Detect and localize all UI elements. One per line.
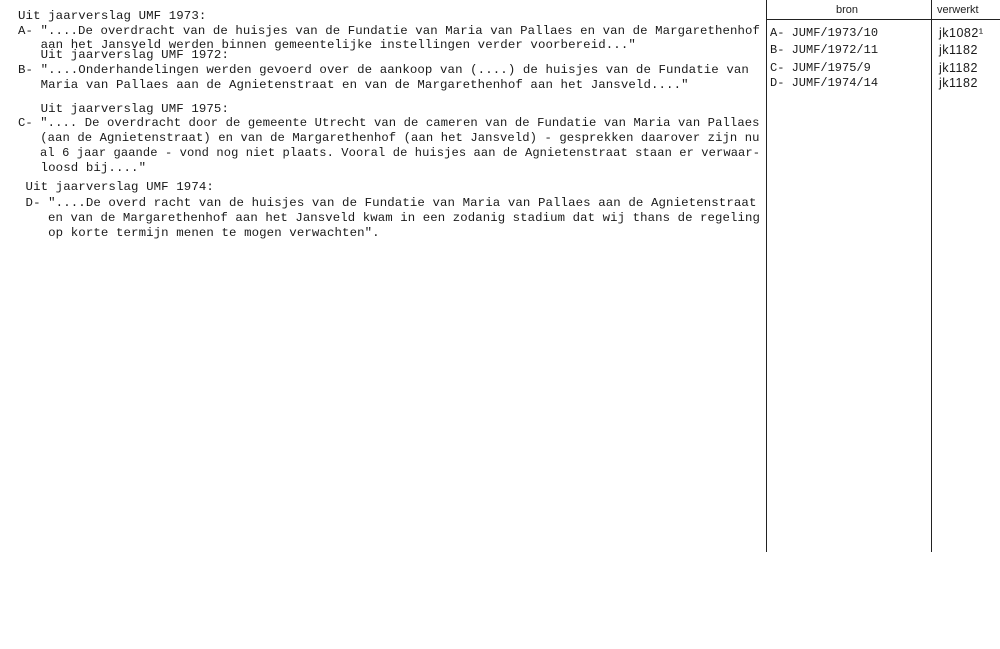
- entry-a-line-1: A- "....De overdracht van de huisjes van de Fundatie van Maria van Pallaes en van de Margarethenhof: [18, 24, 761, 38]
- entry-c-line-3: al 6 jaar gaande - vond nog niet plaats. Vooral de huisjes aan de Agnietenstraat staan er verwaar-: [18, 146, 761, 160]
- entry-b-heading: Uit jaarverslag UMF 1972:: [18, 48, 229, 62]
- entry-c-line-1: C- ".... De overdracht door de gemeente Utrecht van de cameren van de Fundatie van Maria van Pallaes: [18, 116, 760, 130]
- bron-d: D- JUMF/1974/14: [770, 76, 879, 90]
- table-header-rule: [766, 19, 1000, 20]
- entry-b-line-2: Maria van Pallaes aan de Agnietenstraat en van de Margarethenhof aan het Jansveld....": [18, 78, 689, 92]
- bron-c: C- JUMF/1975/9: [770, 61, 871, 75]
- entry-c-heading: Uit jaarverslag UMF 1975:: [18, 102, 229, 116]
- entry-d-line-1: D- "....De overd racht van de huisjes van de Fundatie van Maria van Pallaes aan de Agnietenstraat: [18, 196, 757, 210]
- entry-d-line-3: op korte termijn menen te mogen verwachten".: [18, 226, 380, 240]
- table-left-border: [766, 0, 767, 552]
- verwerkt-c: jk1182: [939, 61, 978, 75]
- bron-b: B- JUMF/1972/11: [770, 43, 879, 57]
- verwerkt-b: jk1182: [939, 43, 978, 57]
- entry-a-heading: Uit jaarverslag UMF 1973:: [18, 9, 207, 23]
- header-bron: bron: [836, 4, 859, 16]
- table-column-divider: [931, 0, 932, 552]
- header-verwerkt: verwerkt: [937, 4, 979, 16]
- verwerkt-d: jk1182: [939, 76, 978, 90]
- entry-c-line-4: loosd bij....": [18, 161, 147, 175]
- entry-c-line-2: (aan de Agnietenstraat) en van de Margarethenhof (aan het Jansveld) - gesprekken daarover zijn nu: [18, 131, 760, 145]
- bron-a: A- JUMF/1973/10: [770, 26, 879, 40]
- entry-b-line-1: B- "....Onderhandelingen werden gevoerd over de aankoop van (....) de huisjes van de Fundatie van: [18, 63, 749, 77]
- entry-d-heading: Uit jaarverslag UMF 1974:: [18, 180, 214, 194]
- entry-d-line-2: en van de Margarethenhof aan het Jansveld kwam in een zodanig stadium dat wij thans de regeling: [18, 211, 761, 225]
- verwerkt-a: jk1082¹: [939, 26, 984, 40]
- entry-a-line-2: aan het Jansveld werden binnen gemeentelijke instellingen verder voorbereid...": [18, 38, 636, 52]
